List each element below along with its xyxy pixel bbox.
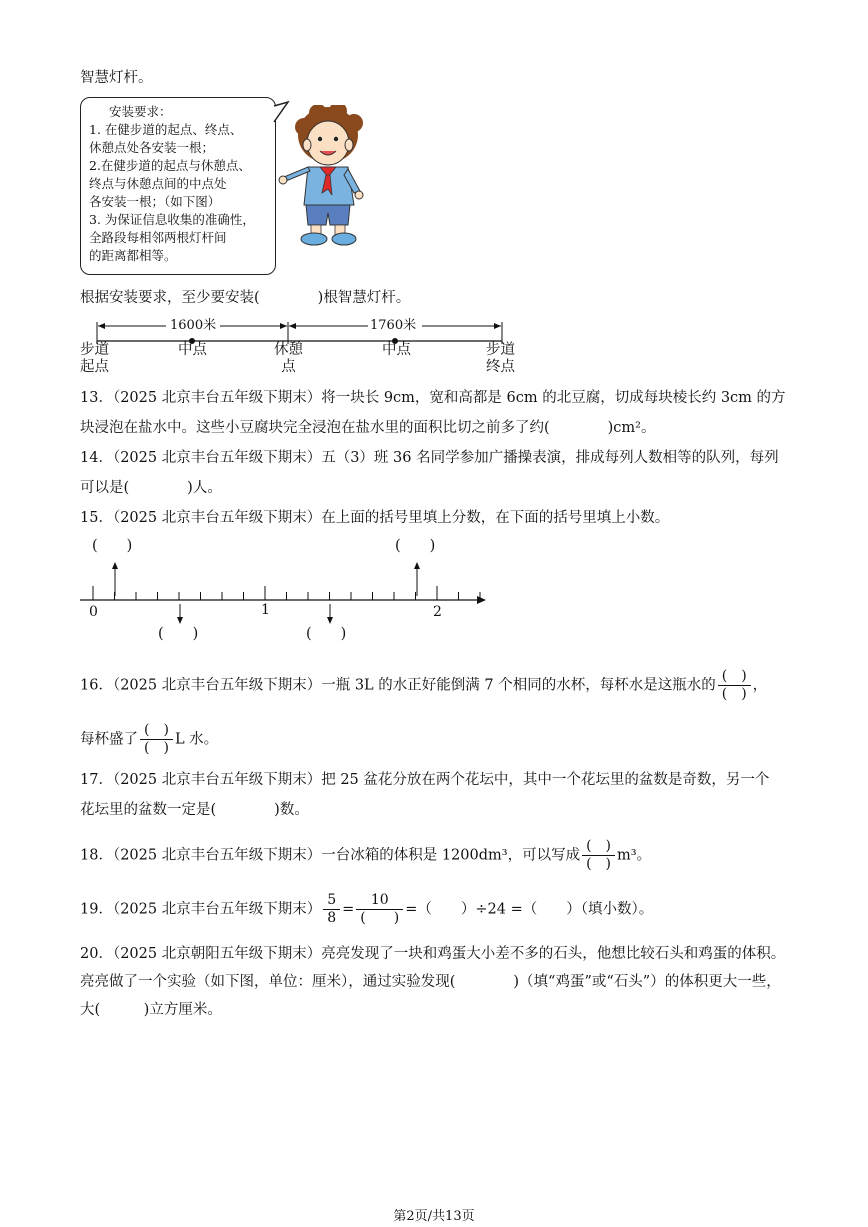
q16-comma: ， [752,677,768,694]
q15-blank-bottom-2[interactable]: ( ) [306,626,347,642]
q15-blank-top-2[interactable]: ( ) [395,538,436,554]
callout-line: 2.在健步道的起点与休憩点、 [89,158,251,173]
q18-frac-den[interactable]: ( ) [586,856,612,872]
segment-1-length: 1600米 [170,318,217,333]
q14-line1: 14．（2025 北京丰台五年级下期末）五（3）班 36 名同学参加广播操表演，排成每列人数相等的队列，每列 [80,450,779,466]
q17-line1: 17．（2025 北京丰台五年级下期末）把 25 盆花分放在两个花坛中，其中一个花坛里的盆数是奇数，另一个 [80,772,770,788]
q14-line2: 可以是( )人。 [80,480,222,496]
tick-label-2: 2 [433,604,442,620]
label-start-line2: 起点 [80,359,109,375]
label-rest-line1: 休憩 [274,342,303,358]
boy-illustration [278,105,373,250]
q16-line2-post: L 水。 [174,731,219,748]
callout-line: 各安装一根；（如下图） [89,194,221,209]
road-diagram [80,314,530,380]
q19-rest: =（ ）÷24 =（ ）（填小数）。 [405,901,654,918]
q18-fraction[interactable] [582,838,615,873]
q16-frac1-den[interactable]: ( ) [721,686,747,702]
q16-frac1-num[interactable]: ( ) [718,668,751,686]
q20-line2: 亮亮做了一个实验（如下图，单位：厘米），通过实验发现( )（填“鸡蛋”或“石头”）的体积更大一些， [80,974,781,990]
install-requirements-callout [80,97,276,275]
q19-frac2-den[interactable]: ( ) [360,910,400,926]
callout-line: 休憩点处各安装一根； [89,140,215,155]
label-end-line2: 终点 [486,359,515,375]
intro-tail-text: 智慧灯杆。 [80,70,153,86]
q16-line2 [80,722,218,757]
number-line-ticks [93,586,480,600]
q12-prompt: 根据安装要求，至少要安装( )根智慧灯杆。 [80,290,411,306]
q20-line1: 20．（2025 北京朝阳五年级下期末）亮亮发现了一块和鸡蛋大小差不多的石头，他想比较石头和鸡蛋的体积。 [80,946,786,962]
q15-blank-top-1[interactable]: ( ) [92,538,133,554]
q19-frac2-num: 10 [356,892,403,910]
label-rest-line2: 点 [281,359,296,375]
label-midpoint-2-line1: 中点 [382,342,411,358]
q16-frac2-den[interactable]: ( ) [144,740,169,756]
q18-text: 18．（2025 北京丰台五年级下期末）一台冰箱的体积是 1200dm³，可以写成 [80,847,581,864]
q16-fraction-1[interactable] [718,668,751,703]
q13-line2: 块浸泡在盐水中。这些小豆腐块完全浸泡在盐水里的面积比切之前多了约( )cm²。 [80,420,656,436]
q15-blank-bottom-1[interactable]: ( ) [158,626,199,642]
q16-fraction-2[interactable] [140,722,173,757]
label-end-line1: 步道 [486,342,515,358]
segment-2-length: 1760米 [370,318,417,333]
q19-frac1-den: 8 [327,910,337,926]
label-rest-point [274,342,303,376]
q19-frac1-num: 5 [323,892,340,910]
q15-line1: 15．（2025 北京丰台五年级下期末）在上面的括号里填上分数，在下面的括号里填上小数。 [80,510,670,526]
tick-label-1: 1 [261,602,270,618]
q16-line1-text: 16．（2025 北京丰台五年级下期末）一瓶 3L 的水正好能倒满 7 个相同的水杯，每杯水是这瓶水的 [80,677,716,694]
callout-line: 终点与休憩点间的中点处 [89,176,227,191]
q17-line2: 花坛里的盆数一定是( )数。 [80,802,309,818]
q19-prefix: 19．（2025 北京丰台五年级下期末） [80,901,322,918]
label-start-line1: 步道 [80,342,109,358]
label-midpoint-2 [382,342,411,359]
callout-line: 全路段每相邻两根灯杆间 [89,230,227,245]
callout-line: 的距离都相等。 [89,248,177,263]
q18-unit: m³。 [617,847,652,864]
label-midpoint-1-line1: 中点 [178,342,207,358]
tick-label-0: 0 [89,604,98,620]
q19-fraction-1 [323,892,340,927]
q19-fraction-2[interactable] [356,892,403,927]
q18-line1 [80,838,651,873]
q19-line: 19．（2025 北京丰台五年级下期末） $\frac{5}{8}$ = $\frac{10}{( )}$ =（ ）÷24 =（ ）（填小数）。 [80,892,654,926]
q16-line2-pre: 每杯盛了 [80,731,138,748]
q16-line1 [80,668,767,703]
page-footer: 第2页/共13页 [393,1209,475,1224]
q16-frac2-num[interactable]: ( ) [140,722,173,740]
q13-line1: 13．（2025 北京丰台五年级下期末）将一块长 9cm，宽和高都是 6cm 的北豆腐，切成每块棱长约 3cm 的方 [80,390,786,406]
callout-line: 3. 为保证信息收集的准确性， [89,212,255,227]
q18-frac-num[interactable]: ( ) [582,838,615,856]
label-midpoint-1 [178,342,207,359]
q20-line3: 大( )立方厘米。 [80,1002,222,1018]
label-start [80,342,109,376]
callout-line: 安装要求： [109,104,172,119]
callout-line: 1. 在健步道的起点、终点、 [89,122,243,137]
label-end [486,342,515,376]
